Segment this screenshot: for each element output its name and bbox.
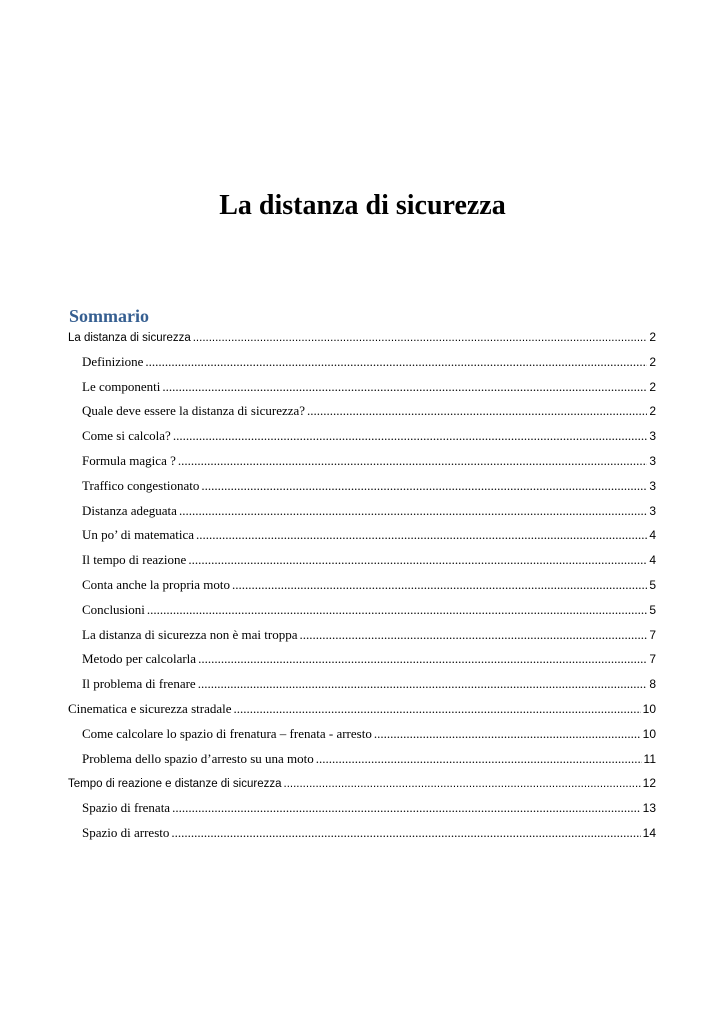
toc-page-number: 11 [643,751,656,766]
toc-entry-text: Formula magica ? [82,452,176,468]
toc-entry-text: Definizione [82,353,144,369]
toc-entry-text: Metodo per calcolarla [82,651,197,667]
toc-entry-text: Tempo di reazione e distanze di sicurezza [68,778,282,791]
toc-page-number: 10 [642,701,656,716]
toc-entry[interactable] [68,449,656,474]
toc-page-number: 7 [649,652,656,667]
toc-page-number: 5 [649,577,656,592]
toc-entry-text: Conclusioni [82,601,145,617]
toc-entry-text: Cinematica e sicurezza stradale [68,700,232,716]
toc-entry[interactable] [68,697,656,722]
toc-entry[interactable] [68,821,656,846]
toc-heading: Sommario [69,306,149,326]
toc-leader-dots [179,499,647,524]
table-of-contents [68,325,656,846]
toc-entry-text: Come calcolare lo spazio di frenatura – frenata - arresto [82,725,372,741]
toc-entry[interactable] [68,474,656,499]
toc-entry[interactable] [68,647,656,672]
toc-page-number: 3 [649,429,656,444]
toc-leader-dots [145,350,647,375]
toc-entry[interactable] [68,672,656,697]
toc-entry-text: La distanza di sicurezza non è mai troppa [82,626,298,642]
toc-page-number: 2 [649,330,656,344]
toc-leader-dots [162,375,647,400]
document-title: La distanza di sicurezza [219,190,506,221]
toc-entry[interactable] [68,499,656,524]
toc-page-number: 7 [649,627,656,642]
toc-leader-dots [284,772,641,796]
toc-page-number: 14 [642,825,656,840]
toc-page-number: 2 [649,404,656,419]
toc-entry-text: La distanza di sicurezza [68,332,191,344]
toc-leader-dots [188,548,647,573]
toc-leader-dots [300,623,648,648]
toc-entry[interactable] [68,325,656,350]
toc-entry-text: Problema dello spazio d’arresto su una moto [82,750,314,766]
toc-entry-text: Come si calcola? [82,428,171,444]
toc-leader-dots [198,672,648,697]
toc-page-number: 5 [649,602,656,617]
toc-leader-dots [307,399,647,424]
toc-entry[interactable] [68,523,656,548]
toc-page-number: 3 [649,453,656,468]
toc-entry-text: Un po’ di matematica [82,527,195,543]
toc-page-number: 3 [649,478,656,493]
toc-page-number: 2 [649,354,656,369]
toc-entry[interactable] [68,399,656,424]
toc-leader-dots [171,821,640,846]
toc-leader-dots [234,697,641,722]
toc-entry[interactable] [68,375,656,400]
toc-leader-dots [201,474,647,499]
toc-page-number: 4 [649,528,656,543]
toc-page-number: 12 [642,776,656,791]
toc-entry[interactable] [68,796,656,821]
toc-entry-text: Il tempo di reazione [82,552,187,568]
toc-page-number: 4 [649,553,656,568]
toc-entry-text: Distanza adeguata [82,502,177,518]
toc-leader-dots [198,647,647,672]
toc-page-number: 2 [649,379,656,394]
toc-entry[interactable] [68,598,656,623]
toc-entry-text: Quale deve essere la distanza di sicurezza? [82,403,306,419]
toc-entry[interactable] [68,722,656,747]
toc-leader-dots [147,598,647,623]
toc-entry[interactable] [68,424,656,449]
toc-leader-dots [173,424,648,449]
toc-page-number: 10 [642,726,656,741]
toc-entry[interactable] [68,573,656,598]
toc-entry-text: Conta anche la propria moto [82,576,231,592]
toc-leader-dots [196,523,647,548]
toc-leader-dots [232,573,647,598]
toc-entry[interactable] [68,548,656,573]
toc-leader-dots [178,449,647,474]
toc-entry-text: Il problema di frenare [82,676,196,692]
toc-page-number: 13 [642,801,656,816]
toc-leader-dots [193,326,648,350]
toc-entry[interactable] [68,623,656,648]
toc-entry[interactable] [68,747,656,772]
toc-entry-text: Traffico congestionato [82,477,200,493]
toc-entry[interactable] [68,350,656,375]
toc-leader-dots [374,722,641,747]
toc-entry-text: Spazio di frenata [82,800,171,816]
toc-page-number: 8 [649,677,656,692]
toc-entry-text: Le componenti [82,378,161,394]
toc-entry[interactable] [68,771,656,796]
toc-entry-text: Spazio di arresto [82,824,170,840]
toc-leader-dots [172,796,641,821]
toc-leader-dots [316,747,642,772]
toc-page-number: 3 [649,503,656,518]
